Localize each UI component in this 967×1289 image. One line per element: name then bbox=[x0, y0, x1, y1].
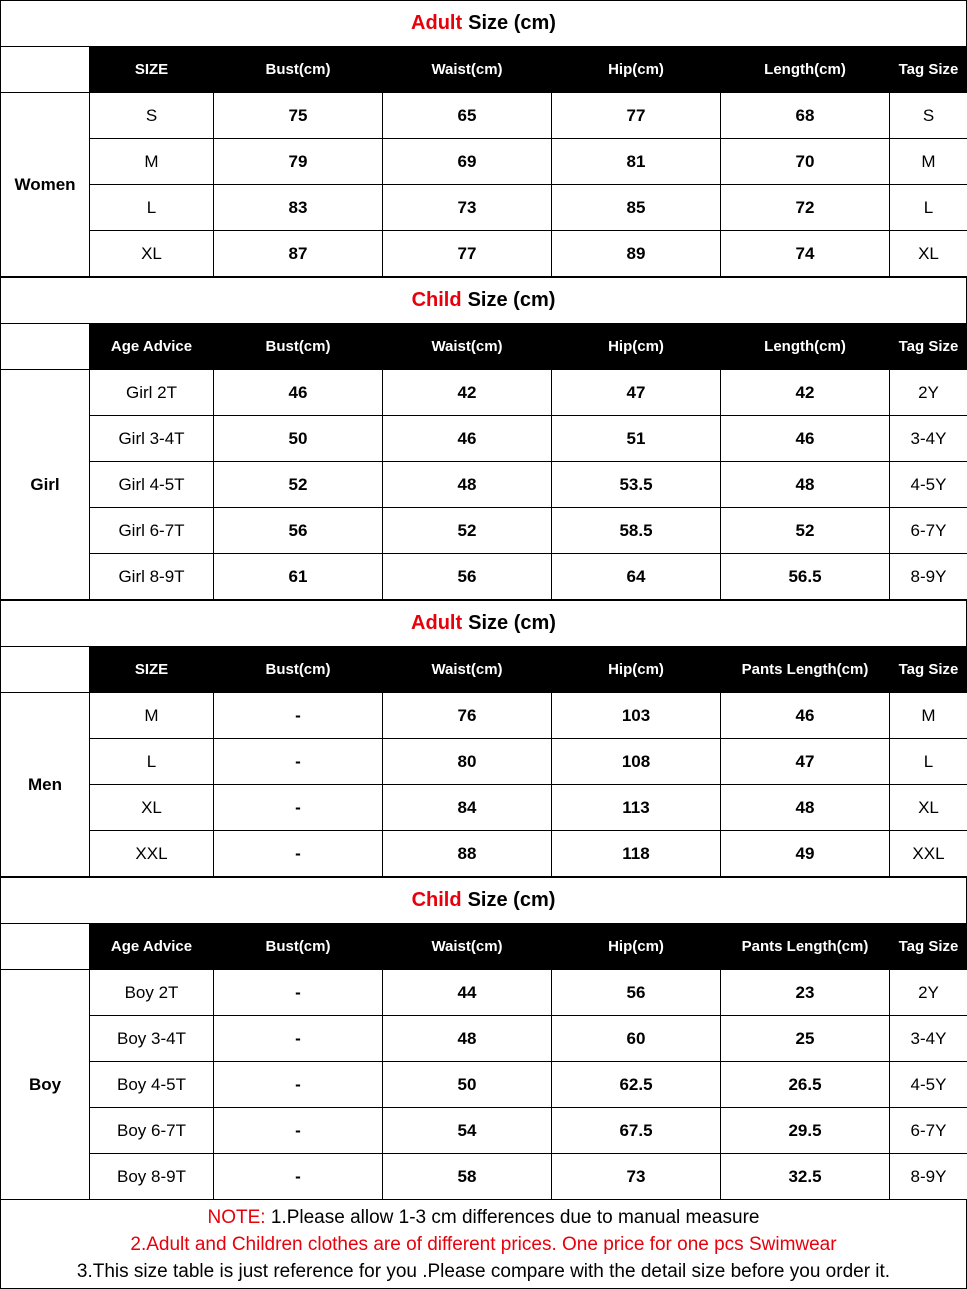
column-header: Tag Size bbox=[890, 647, 967, 693]
measurement-cell: 52 bbox=[214, 462, 383, 508]
measurement-cell: 65 bbox=[383, 93, 552, 139]
measurement-cell: 70 bbox=[721, 139, 890, 185]
table-row bbox=[1, 93, 967, 139]
measurement-cell: 89 bbox=[552, 231, 721, 277]
tag-size-cell: 8-9Y bbox=[890, 554, 967, 600]
size-label-cell: Boy 8-9T bbox=[90, 1154, 214, 1200]
measurement-cell: 77 bbox=[383, 231, 552, 277]
column-header: Hip(cm) bbox=[552, 47, 721, 93]
column-header: Tag Size bbox=[890, 47, 967, 93]
tag-size-cell: 4-5Y bbox=[890, 1062, 967, 1108]
measurement-cell: 52 bbox=[383, 508, 552, 554]
measurement-cell: - bbox=[214, 693, 383, 739]
measurement-cell: 48 bbox=[721, 785, 890, 831]
tag-size-cell: L bbox=[890, 739, 967, 785]
table-row bbox=[1, 185, 967, 231]
measurement-cell: 72 bbox=[721, 185, 890, 231]
tag-size-cell: S bbox=[890, 93, 967, 139]
header-row bbox=[1, 924, 967, 970]
measurement-cell: 49 bbox=[721, 831, 890, 877]
column-header: Bust(cm) bbox=[214, 324, 383, 370]
size-label-cell: Boy 2T bbox=[90, 970, 214, 1016]
tag-size-cell: 3-4Y bbox=[890, 416, 967, 462]
category-label: Girl bbox=[1, 370, 90, 600]
size-label-cell: M bbox=[90, 693, 214, 739]
section-title bbox=[0, 277, 967, 323]
note-line-1 bbox=[208, 1204, 760, 1231]
section-title-highlight: Adult bbox=[411, 612, 462, 635]
size-label-cell: Girl 4-5T bbox=[90, 462, 214, 508]
measurement-cell: 81 bbox=[552, 139, 721, 185]
measurement-cell: 68 bbox=[721, 93, 890, 139]
measurement-cell: 48 bbox=[721, 462, 890, 508]
tag-size-cell: 3-4Y bbox=[890, 1016, 967, 1062]
table-row bbox=[1, 462, 967, 508]
category-label: Women bbox=[1, 93, 90, 277]
section-title bbox=[0, 0, 967, 46]
size-label-cell: Girl 2T bbox=[90, 370, 214, 416]
header-row bbox=[1, 324, 967, 370]
header-blank-cell bbox=[1, 324, 90, 370]
size-section-boy bbox=[0, 877, 967, 1200]
measurement-cell: 79 bbox=[214, 139, 383, 185]
table-row bbox=[1, 693, 967, 739]
column-header: Bust(cm) bbox=[214, 47, 383, 93]
measurement-cell: - bbox=[214, 1062, 383, 1108]
measurement-cell: 76 bbox=[383, 693, 552, 739]
measurement-cell: 51 bbox=[552, 416, 721, 462]
measurement-cell: 108 bbox=[552, 739, 721, 785]
measurement-cell: 47 bbox=[552, 370, 721, 416]
tag-size-cell: XL bbox=[890, 231, 967, 277]
column-header: Tag Size bbox=[890, 924, 967, 970]
measurement-cell: - bbox=[214, 970, 383, 1016]
section-title-rest: Size (cm) bbox=[468, 889, 556, 912]
size-table bbox=[0, 646, 967, 877]
column-header: SIZE bbox=[90, 647, 214, 693]
table-row bbox=[1, 970, 967, 1016]
measurement-cell: 80 bbox=[383, 739, 552, 785]
table-row bbox=[1, 1108, 967, 1154]
measurement-cell: 74 bbox=[721, 231, 890, 277]
measurement-cell: - bbox=[214, 739, 383, 785]
column-header: Waist(cm) bbox=[383, 647, 552, 693]
measurement-cell: 85 bbox=[552, 185, 721, 231]
size-table bbox=[0, 323, 967, 600]
measurement-cell: 42 bbox=[383, 370, 552, 416]
measurement-cell: 75 bbox=[214, 93, 383, 139]
measurement-cell: 113 bbox=[552, 785, 721, 831]
measurement-cell: 48 bbox=[383, 1016, 552, 1062]
column-header: Hip(cm) bbox=[552, 647, 721, 693]
column-header: Bust(cm) bbox=[214, 924, 383, 970]
column-header: Waist(cm) bbox=[383, 47, 552, 93]
tag-size-cell: XL bbox=[890, 785, 967, 831]
measurement-cell: 46 bbox=[214, 370, 383, 416]
measurement-cell: 84 bbox=[383, 785, 552, 831]
section-title-highlight: Child bbox=[412, 889, 462, 912]
size-table bbox=[0, 923, 967, 1200]
size-label-cell: Girl 8-9T bbox=[90, 554, 214, 600]
size-label-cell: Girl 6-7T bbox=[90, 508, 214, 554]
tag-size-cell: M bbox=[890, 693, 967, 739]
measurement-cell: 26.5 bbox=[721, 1062, 890, 1108]
size-label-cell: XL bbox=[90, 231, 214, 277]
column-header: Waist(cm) bbox=[383, 924, 552, 970]
size-label-cell: Boy 6-7T bbox=[90, 1108, 214, 1154]
table-row bbox=[1, 739, 967, 785]
measurement-cell: 50 bbox=[214, 416, 383, 462]
column-header: Length(cm) bbox=[721, 324, 890, 370]
size-label-cell: L bbox=[90, 185, 214, 231]
note-line-3: 3.This size table is just reference for you .Please compare with the detail size before you order it. bbox=[77, 1258, 890, 1285]
column-header: Hip(cm) bbox=[552, 324, 721, 370]
measurement-cell: 118 bbox=[552, 831, 721, 877]
note-prefix: NOTE: bbox=[208, 1207, 266, 1228]
measurement-cell: 50 bbox=[383, 1062, 552, 1108]
tag-size-cell: L bbox=[890, 185, 967, 231]
tag-size-cell: 6-7Y bbox=[890, 1108, 967, 1154]
table-row bbox=[1, 231, 967, 277]
size-section-women bbox=[0, 0, 967, 277]
header-row bbox=[1, 47, 967, 93]
column-header: Waist(cm) bbox=[383, 324, 552, 370]
table-row bbox=[1, 416, 967, 462]
measurement-cell: 67.5 bbox=[552, 1108, 721, 1154]
measurement-cell: 103 bbox=[552, 693, 721, 739]
column-header: Age Advice bbox=[90, 924, 214, 970]
measurement-cell: 58.5 bbox=[552, 508, 721, 554]
column-header: SIZE bbox=[90, 47, 214, 93]
size-label-cell: Girl 3-4T bbox=[90, 416, 214, 462]
measurement-cell: 53.5 bbox=[552, 462, 721, 508]
size-label-cell: XL bbox=[90, 785, 214, 831]
measurement-cell: 42 bbox=[721, 370, 890, 416]
table-row bbox=[1, 1154, 967, 1200]
size-section-men bbox=[0, 600, 967, 877]
section-title-rest: Size (cm) bbox=[468, 12, 556, 35]
tag-size-cell: 6-7Y bbox=[890, 508, 967, 554]
table-row bbox=[1, 785, 967, 831]
measurement-cell: - bbox=[214, 831, 383, 877]
measurement-cell: - bbox=[214, 1154, 383, 1200]
measurement-cell: 73 bbox=[383, 185, 552, 231]
measurement-cell: 48 bbox=[383, 462, 552, 508]
table-row bbox=[1, 370, 967, 416]
measurement-cell: 46 bbox=[721, 693, 890, 739]
section-title bbox=[0, 877, 967, 923]
tag-size-cell: M bbox=[890, 139, 967, 185]
table-row bbox=[1, 139, 967, 185]
size-label-cell: Boy 4-5T bbox=[90, 1062, 214, 1108]
size-label-cell: S bbox=[90, 93, 214, 139]
measurement-cell: 32.5 bbox=[721, 1154, 890, 1200]
measurement-cell: 87 bbox=[214, 231, 383, 277]
note-line-2: 2.Adult and Children clothes are of different prices. One price for one pcs Swimwear bbox=[130, 1231, 836, 1258]
measurement-cell: 46 bbox=[721, 416, 890, 462]
category-label: Boy bbox=[1, 970, 90, 1200]
measurement-cell: 29.5 bbox=[721, 1108, 890, 1154]
measurement-cell: 88 bbox=[383, 831, 552, 877]
size-label-cell: M bbox=[90, 139, 214, 185]
measurement-cell: - bbox=[214, 1016, 383, 1062]
column-header: Pants Length(cm) bbox=[721, 924, 890, 970]
size-label-cell: XXL bbox=[90, 831, 214, 877]
size-section-girl bbox=[0, 277, 967, 600]
measurement-cell: - bbox=[214, 1108, 383, 1154]
measurement-cell: 73 bbox=[552, 1154, 721, 1200]
note-block bbox=[0, 1200, 967, 1289]
measurement-cell: 83 bbox=[214, 185, 383, 231]
measurement-cell: 54 bbox=[383, 1108, 552, 1154]
header-blank-cell bbox=[1, 647, 90, 693]
section-title-rest: Size (cm) bbox=[468, 289, 556, 312]
table-row bbox=[1, 1062, 967, 1108]
header-blank-cell bbox=[1, 924, 90, 970]
tag-size-cell: 2Y bbox=[890, 370, 967, 416]
measurement-cell: 58 bbox=[383, 1154, 552, 1200]
measurement-cell: 56 bbox=[214, 508, 383, 554]
column-header: Length(cm) bbox=[721, 47, 890, 93]
tag-size-cell: XXL bbox=[890, 831, 967, 877]
table-row bbox=[1, 554, 967, 600]
measurement-cell: 52 bbox=[721, 508, 890, 554]
measurement-cell: 56 bbox=[552, 970, 721, 1016]
size-label-cell: L bbox=[90, 739, 214, 785]
measurement-cell: 69 bbox=[383, 139, 552, 185]
column-header: Tag Size bbox=[890, 324, 967, 370]
measurement-cell: - bbox=[214, 785, 383, 831]
column-header: Age Advice bbox=[90, 324, 214, 370]
measurement-cell: 61 bbox=[214, 554, 383, 600]
table-row bbox=[1, 508, 967, 554]
section-title-highlight: Child bbox=[412, 289, 462, 312]
measurement-cell: 44 bbox=[383, 970, 552, 1016]
measurement-cell: 56.5 bbox=[721, 554, 890, 600]
measurement-cell: 25 bbox=[721, 1016, 890, 1062]
measurement-cell: 46 bbox=[383, 416, 552, 462]
section-title-highlight: Adult bbox=[411, 12, 462, 35]
measurement-cell: 64 bbox=[552, 554, 721, 600]
category-label: Men bbox=[1, 693, 90, 877]
table-row bbox=[1, 831, 967, 877]
column-header: Bust(cm) bbox=[214, 647, 383, 693]
measurement-cell: 56 bbox=[383, 554, 552, 600]
size-table bbox=[0, 46, 967, 277]
note-text-1: 1.Please allow 1-3 cm differences due to manual measure bbox=[271, 1207, 760, 1228]
tag-size-cell: 4-5Y bbox=[890, 462, 967, 508]
column-header: Pants Length(cm) bbox=[721, 647, 890, 693]
measurement-cell: 62.5 bbox=[552, 1062, 721, 1108]
measurement-cell: 77 bbox=[552, 93, 721, 139]
tag-size-cell: 2Y bbox=[890, 970, 967, 1016]
table-row bbox=[1, 1016, 967, 1062]
header-blank-cell bbox=[1, 47, 90, 93]
measurement-cell: 47 bbox=[721, 739, 890, 785]
measurement-cell: 60 bbox=[552, 1016, 721, 1062]
section-title-rest: Size (cm) bbox=[468, 612, 556, 635]
section-title bbox=[0, 600, 967, 646]
measurement-cell: 23 bbox=[721, 970, 890, 1016]
column-header: Hip(cm) bbox=[552, 924, 721, 970]
size-label-cell: Boy 3-4T bbox=[90, 1016, 214, 1062]
tag-size-cell: 8-9Y bbox=[890, 1154, 967, 1200]
header-row bbox=[1, 647, 967, 693]
